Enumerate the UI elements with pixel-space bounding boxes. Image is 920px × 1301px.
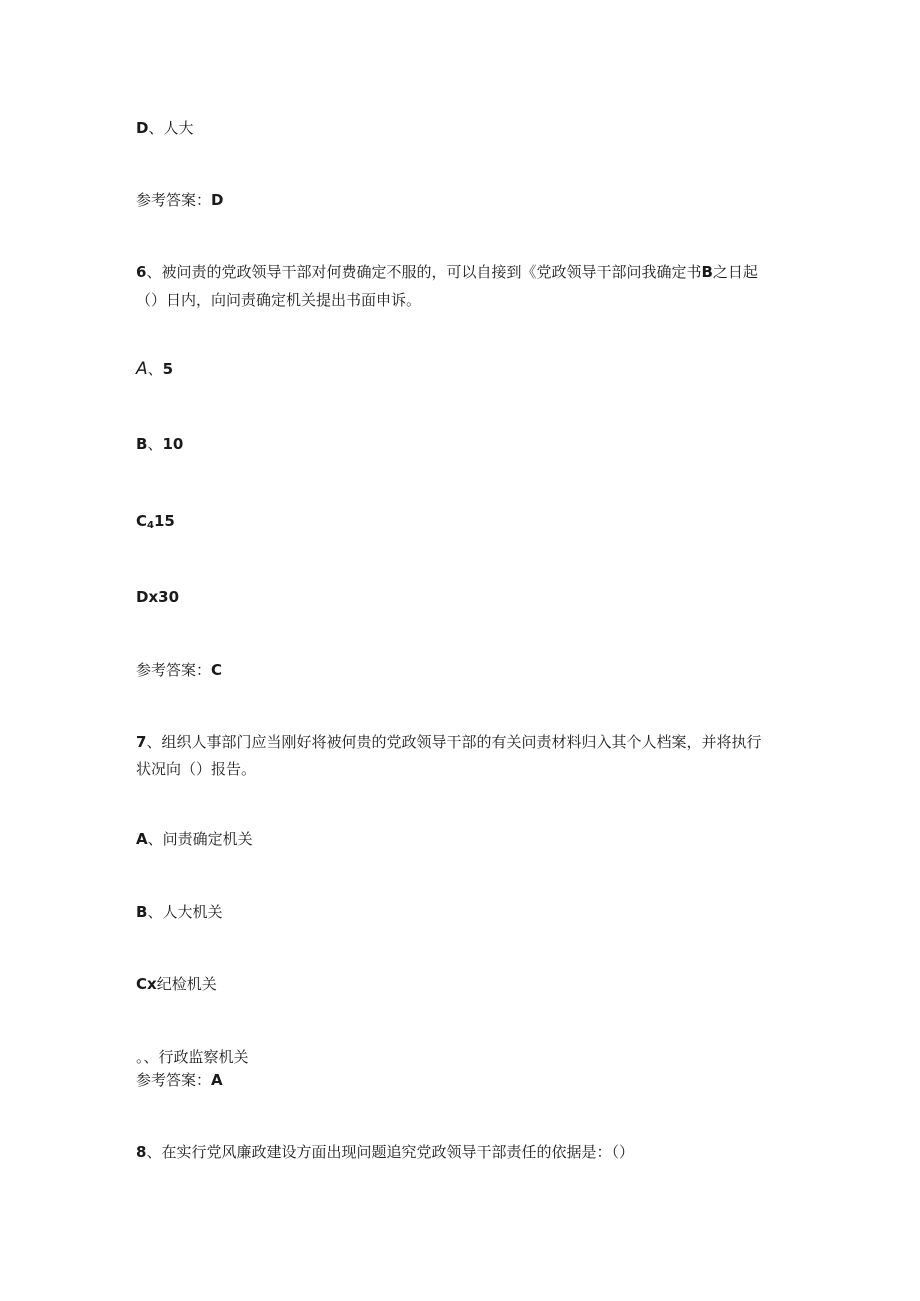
- q6-option-d: [136, 585, 179, 609]
- question-sep: 、: [146, 1143, 162, 1161]
- question-sep: 、: [146, 263, 162, 281]
- q8-stem: [136, 1140, 634, 1164]
- q5-option-d: [136, 116, 193, 140]
- option-text: Dx30: [136, 588, 180, 606]
- question-number: 6: [136, 263, 147, 281]
- option-sep: 、: [147, 435, 163, 453]
- q6-stem-line1: [136, 260, 758, 284]
- answer-value: A: [211, 1071, 223, 1089]
- question-text: 组织人事部门应当刚好将被何贵的党政领导干部的有关问责材料归入其个人档案，并将执行: [161, 733, 762, 751]
- question-text-mark: B: [701, 263, 713, 281]
- option-sep: 、: [148, 119, 164, 137]
- question-text: 被问责的党政领导干部对何费确定不服的，可以自接到《党政领导干部问我确定书: [161, 263, 702, 281]
- option-subscript: 4: [147, 520, 154, 531]
- option-text: 人大机关: [162, 903, 223, 921]
- answer-label: 参考答案：: [136, 661, 212, 679]
- option-sep: 、: [147, 830, 163, 848]
- option-text: 问责确定机关: [162, 830, 253, 848]
- option-text: 纪检机关: [156, 975, 217, 993]
- q6-option-a: [136, 357, 173, 381]
- option-sep: 、: [147, 903, 163, 921]
- question-text: 在实行党风廉政建设方面出现问题追究党政领导干部责任的依据是：（）: [161, 1143, 634, 1161]
- q7-stem-line1: [136, 730, 761, 754]
- answer-value: D: [211, 191, 224, 209]
- option-sep: 、: [147, 360, 163, 378]
- option-mark: B: [136, 903, 148, 921]
- q7-option-b: [136, 900, 222, 924]
- question-number: 7: [136, 733, 147, 751]
- answer-label: 参考答案：: [136, 1071, 212, 1089]
- option-text: 10: [162, 435, 184, 453]
- question-text: 状况向（）报告。: [136, 760, 257, 778]
- answer-value: C: [211, 661, 223, 679]
- answer-label: 参考答案：: [136, 191, 212, 209]
- option-mark: D: [136, 119, 149, 137]
- option-mark: A: [136, 830, 148, 848]
- question-text-end: 之日起: [712, 263, 758, 281]
- question-number: 8: [136, 1143, 147, 1161]
- q5-answer: [136, 188, 223, 212]
- q7-answer: [136, 1068, 223, 1092]
- q6-option-b: [136, 432, 183, 456]
- q6-option-c: [136, 509, 175, 538]
- option-text: 。、行政监察机关: [136, 1048, 249, 1066]
- option-text: 5: [162, 360, 174, 378]
- option-mark: Cx: [136, 975, 157, 993]
- question-text: （）日内，向问责确定机关提出书面申诉。: [136, 291, 422, 309]
- option-mark: A: [136, 359, 148, 379]
- question-sep: 、: [146, 733, 162, 751]
- q7-option-a: [136, 827, 253, 851]
- q7-stem-line2: [136, 757, 256, 781]
- option-mark: C: [136, 512, 148, 530]
- option-text: 人大: [163, 119, 194, 137]
- q6-answer: [136, 658, 222, 682]
- q7-option-d: [136, 1045, 249, 1069]
- option-mark: B: [136, 435, 148, 453]
- q7-option-c: [136, 972, 217, 996]
- option-text: 15: [153, 512, 175, 530]
- q6-stem-line2: [136, 288, 421, 312]
